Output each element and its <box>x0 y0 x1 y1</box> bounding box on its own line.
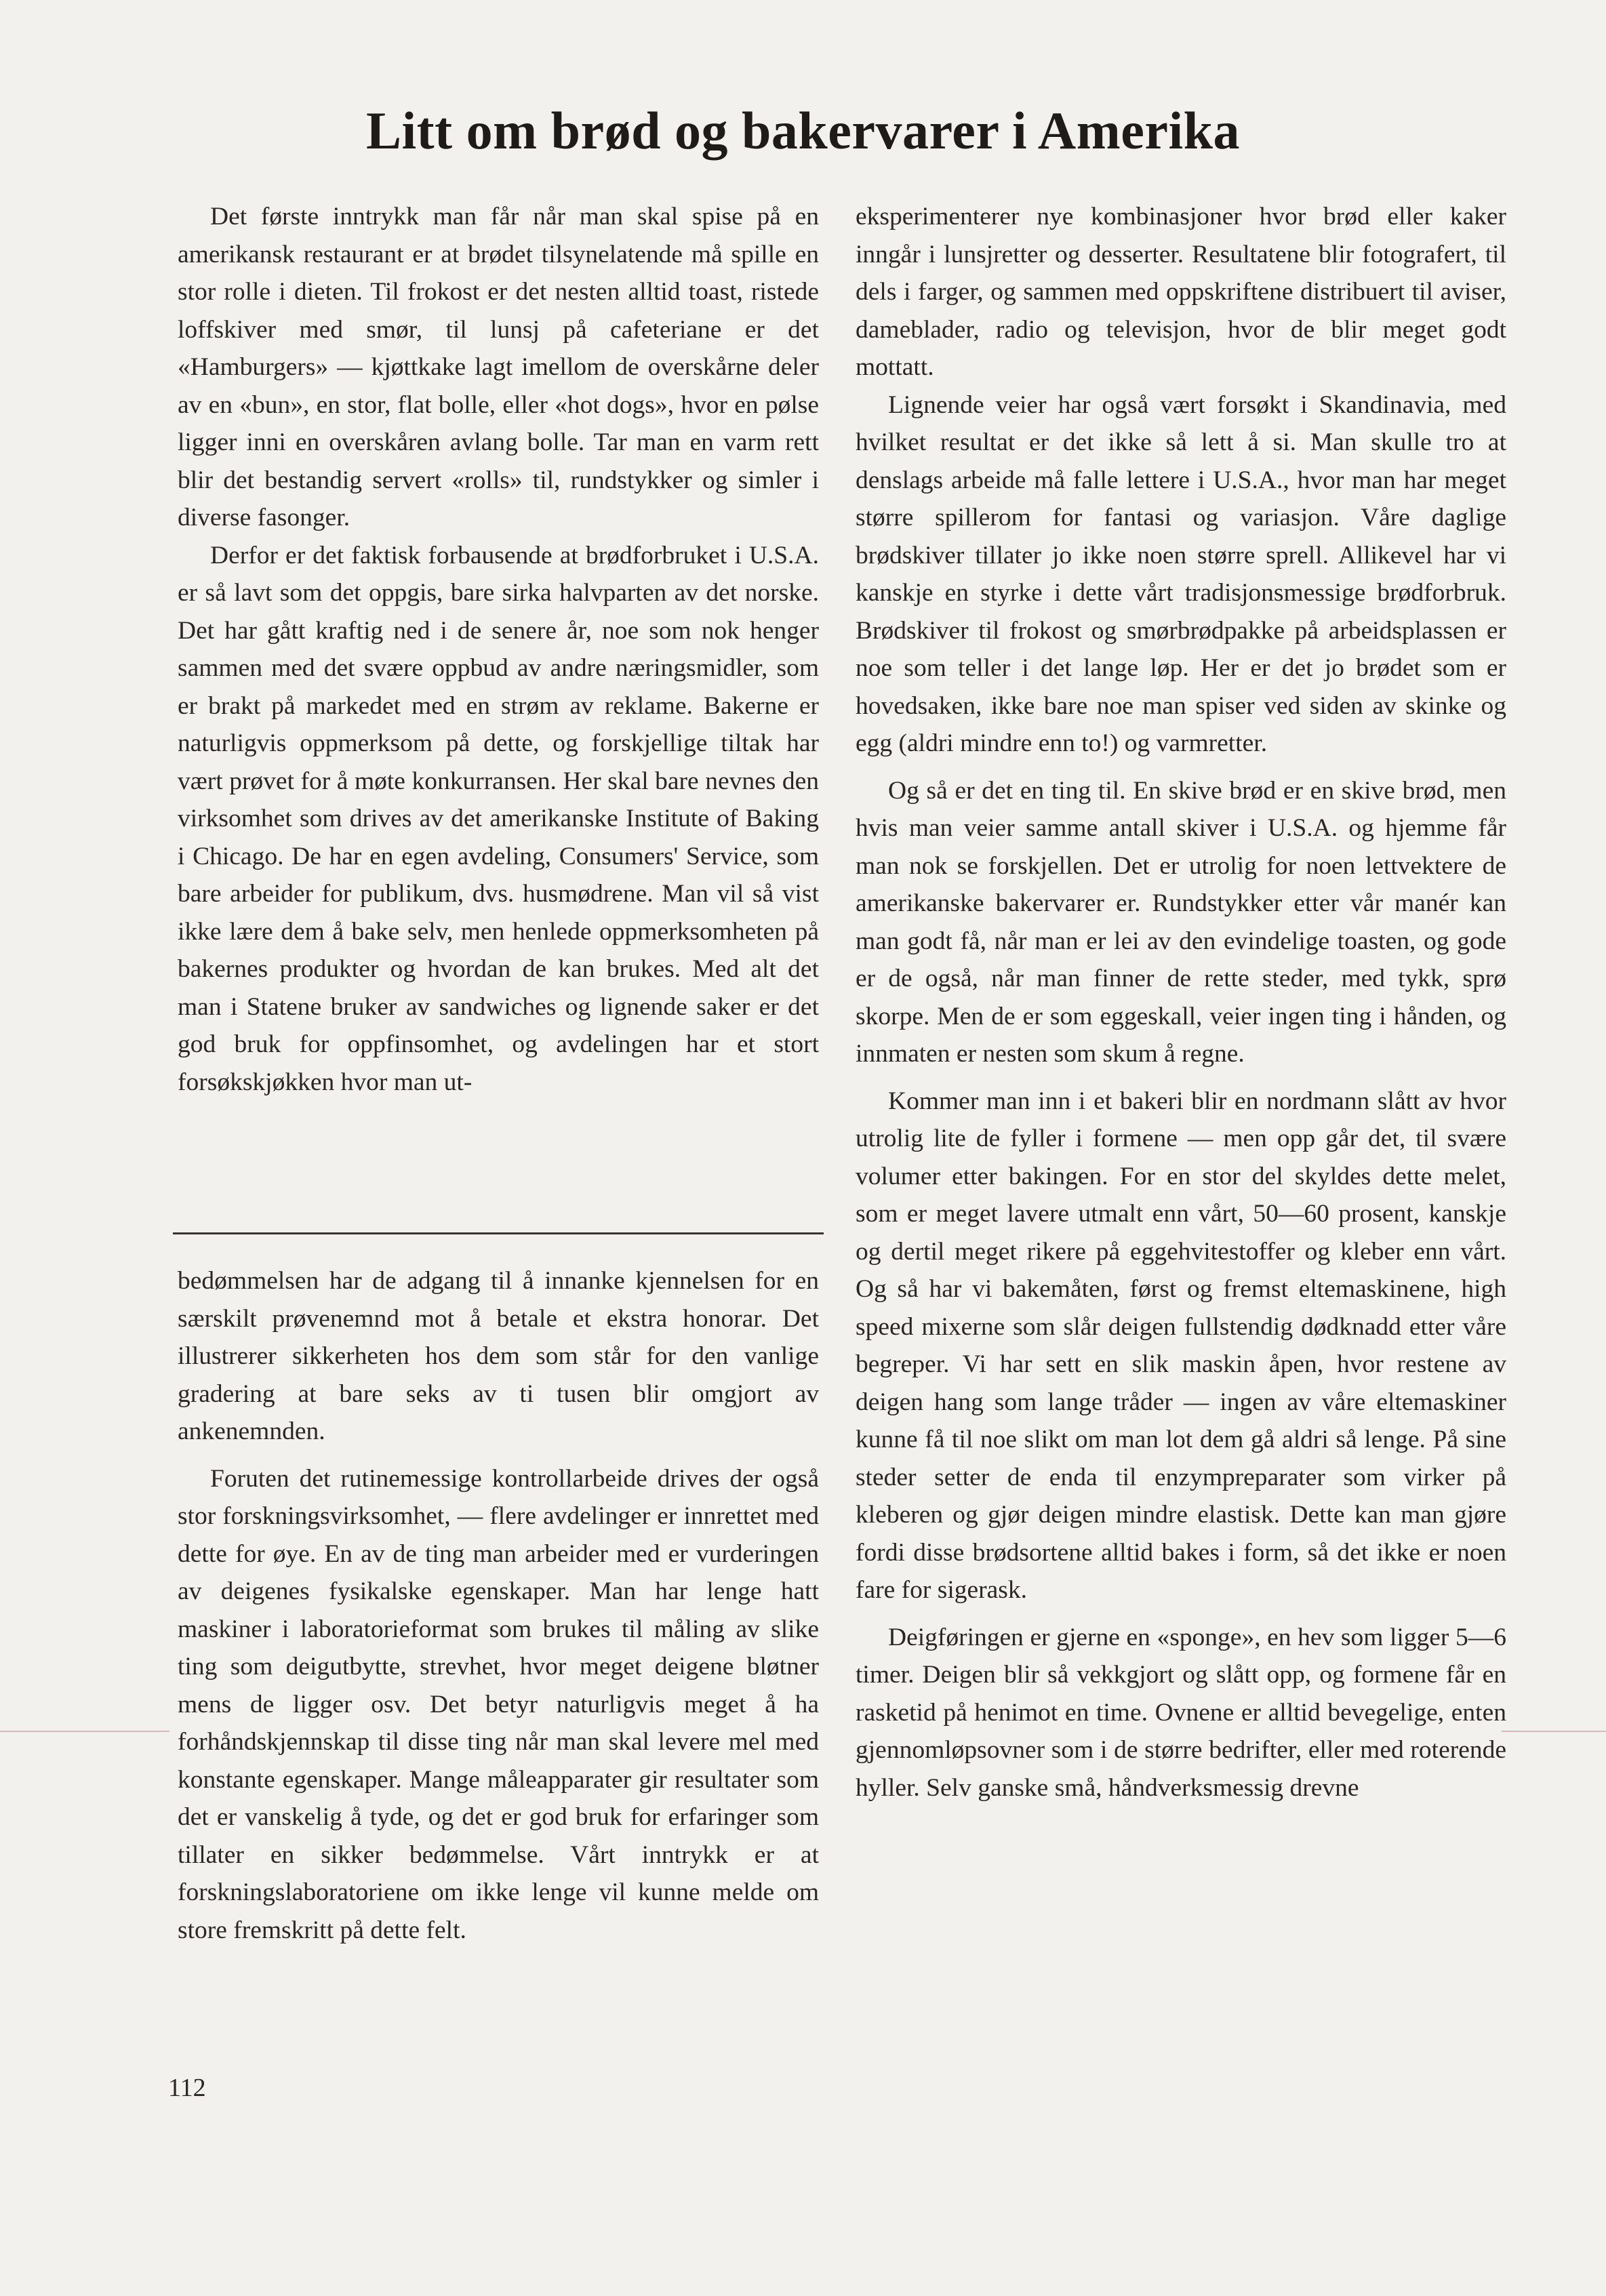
paragraph: Det første inntrykk man får når man skal spise på en amerikansk restaurant er at brødet tilsynelatende må spille en stor rolle i dieten. Til frokost er det nesten alltid toast, ristede loffskiver med smør, til lunsj på cafeteriane er det «Hamburgers» — kjøttkake lagt imellom de overskårne deler av en «bun», en stor, flat bolle, eller «hot dogs», hvor en pølse ligger inni en overskåren avlang bolle. Tar man en varm rett blir det bestandig servert «rolls» til, rundstykker og simler i diverse fasonger. <box>178 203 819 531</box>
paragraph: Kommer man inn i et bakeri blir en nordmann slått av hvor utrolig lite de fyller i formene — men opp går det, til svære volumer etter bakingen. For en stor del skyldes dette melet, som er meget lavere utmalt enn vårt, 50—60 prosent, kanskje og dertil meget rikere på eggehvitestoffer og kleber enn vårt. Og så har vi bakemåten, først og fremst eltemaskinene, high speed mixerne som slår deigen fullstendig dødknadd etter våre begreper. Vi har sett en slik maskin åpen, hvor restene av deigen hang som lange tråder — ingen av våre eltemaskiner kunne få til noe slikt om man lot dem gå aldri så lenge. På sine steder setter de enda til enzympreparater som virker på kleberen og gjør deigen mindre elastisk. Dette kan man gjøre fordi disse brødsortene alltid bakes i form, så det ikke er noen fare for sigerask. <box>856 1087 1506 1604</box>
paragraph: Foruten det rutinemessige kontrollarbeide drives der også stor forskningsvirksomhet, — flere avdelinger er innrettet med dette for øye. En av de ting man arbeider med er vurderingen av deigenes fysikalske egenskaper. Man har lenge hatt maskiner i laboratorieformat som brukes til måling av slike ting som deigutbytte, strevhet, hvor meget deigene bløtner mens de ligger osv. Det betyr naturligvis meget å ha forhåndskjennskap til disse ting når man skal levere mel med konstante egenskaper. Mange måleapparater gir resultater som det er vanskelig å tyde, og det er god bruk for erfaringer som tillater en sikker bedømmelse. Vårt inntrykk er at forskningslaboratoriene om ikke lenge vil kunne melde om store fremskritt på dette felt. <box>178 1464 819 1944</box>
left-column-top <box>178 198 819 1101</box>
paragraph: Derfor er det faktisk forbausende at brødforbruket i U.S.A. er så lavt som det oppgis, bare sirka halvparten av det norske. Det har gått kraftig ned i de senere år, noe som nok henger sammen med det svære oppbud av andre næringsmidler, som er brakt på markedet med en strøm av reklame. Bakerne er naturligvis oppmerksom på dette, og forskjellige tiltak har vært prøvet for å møte konkurransen. Her skal bare nevnes den virksomhet som drives av det amerikanske Institute of Baking i Chicago. De har en egen avdeling, Consumers' Service, som bare arbeider for publikum, dvs. husmødrene. Man vil så vist ikke lære dem å bake selv, men henlede oppmerksomheten på bakernes produkter og hvordan de kan brukes. Med alt det man i Statene bruker av sandwiches og lignende saker er det god bruk for oppfinsomhet, og avdelingen har et stort forsøkskjøkken hvor man ut- <box>178 541 819 1096</box>
right-column <box>856 198 1506 1807</box>
paragraph: Deigføringen er gjerne en «sponge», en hev som ligger 5—6 timer. Deigen blir så vekkgjort og slått opp, og formene får en rasketid på henimot en time. Ovnene er alltid bevegelige, enten gjennomløpsovner som i de større bedrifter, eller med roterende hyller. Selv ganske små, håndverksmessig drevne <box>856 1623 1506 1802</box>
section-divider <box>173 1232 824 1234</box>
paragraph: bedømmelsen har de adgang til å innanke kjennelsen for en særskilt prøvenemnd mot å betale et ekstra honorar. Det illustrerer sikkerheten hos dem som står for den vanlige gradering at bare seks av ti tusen blir omgjort av ankenemnden. <box>178 1267 819 1445</box>
page-number: 112 <box>168 2074 206 2102</box>
paragraph: Og så er det en ting til. En skive brød er en skive brød, men hvis man veier samme antall skiver i U.S.A. og hjemme får man nok se forskjellen. Det er utrolig for noen lettvektere de amerikanske bakervarer er. Rundstykker etter vår manér kan man godt få, når man er lei av den evindelige toasten, og gode er de også, når man finner de rette steder, med tykk, sprø skorpe. Men de er som eggeskall, veier ingen ting i hånden, og innmaten er nesten som skum å regne. <box>856 776 1506 1068</box>
paragraph: eksperimenterer nye kombinasjoner hvor brød eller kaker inngår i lunsjretter og desserter. Resultatene blir fotografert, til dels i farger, og sammen med oppskriftene distribuert til aviser, dameblader, radio og televisjon, hvor de blir meget godt mottatt. <box>856 203 1506 381</box>
scan-margin-mark <box>1502 1731 1606 1732</box>
scan-margin-mark <box>0 1731 169 1732</box>
left-column-bottom <box>178 1262 819 1949</box>
paragraph: Lignende veier har også vært forsøkt i Skandinavia, med hvilket resultat er det ikke så lett å si. Man skulle tro at denslags arbeide må falle lettere i U.S.A., hvor man har meget større spillerom for fantasi og variasjon. Våre daglige brødskiver tillater jo ikke noen større sprell. Allikevel har vi kanskje en styrke i dette vårt tradisjonsmessige brødforbruk. Brødskiver til frokost og smørbrødpakke på arbeidsplassen er noe som teller i det lange løp. Her er det jo brødet som er hovedsaken, ikke bare noe man spiser ved siden av skinke og egg (aldri mindre enn to!) og varmretter. <box>856 390 1506 757</box>
article-title: Litt om brød og bakervarer i Amerika <box>365 101 1240 160</box>
